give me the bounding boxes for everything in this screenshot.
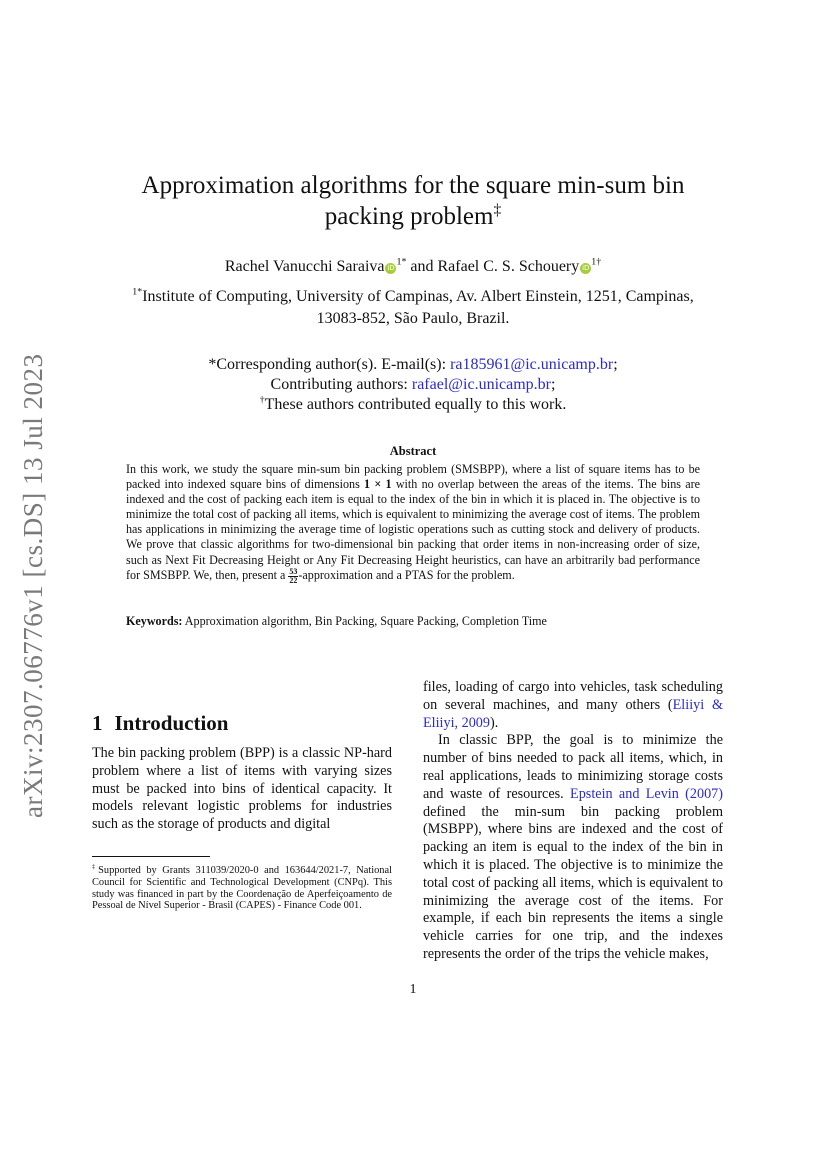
footnote-mark: ‡ xyxy=(92,863,99,871)
affiliation-line-2: 13083-852, São Paulo, Brazil. xyxy=(316,310,510,327)
ratio-denominator: 22 xyxy=(289,575,298,585)
author-1-affil-mark: 1* xyxy=(396,256,407,268)
corresponding-prefix: *Corresponding author(s). E-mail(s): xyxy=(208,356,447,373)
paper-title xyxy=(120,170,706,232)
contributing-prefix: Contributing authors: xyxy=(270,376,408,393)
abstract-text-2: with no overlap between the areas of the items. The bins are indexed and the cost of packing each item is equal to the index of the bin in which it is placed in. The objective is to minimize the total cost of packing all items, which is equivalent to minimizing the average cost of items. The problem has applications in minimizing the average time of logistic operations such as cutting stock and delivery of products. We prove that classic algorithms for two-dimensional bin packing that order items in non-increasing order of size, such as Next Fit Decreasing Height or Any Fit Decreasing Height heuristics, can have an arbitrarily bad performance for SMSBPP. We, then, present a xyxy=(126,477,700,582)
right-para-2-text-b: defined the min-sum bin packing problem (MSBPP), where bins are indexed and the cost of packing an item is equal to the index of the bin in which it is placed. The objective is to minimize the total cost of packing all items, which is equivalent to minimizing the average cost of the items. For example, if each bin represents the items a single vehicle carries for one trip, and the indexes represents the order of the trips the vehicle makes, xyxy=(423,803,723,962)
bin-dimensions: 1 × 1 xyxy=(364,477,392,492)
citation-eliiyi-link[interactable]: Eliiyi & Eliiyi, 2009 xyxy=(423,696,723,731)
orcid-icon[interactable]: iD xyxy=(582,264,590,272)
section-title: Introduction xyxy=(114,711,229,735)
corresponding-email-link[interactable]: ra185961@ic.unicamp.br xyxy=(450,356,614,373)
equal-contribution-mark: † xyxy=(259,394,265,406)
left-column-paragraph: The bin packing problem (BPP) is a classic NP-hard problem where a list of items with varying sizes must be packed into bins of identical capacity. It models relevant logistic problems for industries such as the storage of products and digital xyxy=(92,745,392,833)
footnote xyxy=(92,865,392,912)
equal-contribution-line xyxy=(100,395,726,415)
title-footnote-mark: ‡ xyxy=(493,201,502,219)
right-paragraph-1 xyxy=(423,679,723,732)
abstract-text-3: -approximation and a PTAS for the problem. xyxy=(298,567,515,582)
orcid-icon[interactable]: iD xyxy=(387,264,395,272)
page-number: 1 xyxy=(409,982,417,997)
keywords-text: Approximation algorithm, Bin Packing, Square Packing, Completion Time xyxy=(184,614,547,628)
abstract-body xyxy=(126,462,700,585)
author-2-affil-mark: 1† xyxy=(591,256,602,268)
contact-block xyxy=(100,355,726,415)
right-para-1-text-a: files, loading of cargo into vehicles, task scheduling on several machines, and many others ( xyxy=(423,679,723,713)
footnote-text: Supported by Grants 311039/2020-0 and 163644/2021-7, National Council for Scientific and Technological Development (CNPq). This study was financed in part by the Coordenação de Aperfeiçoamento de Pessoal de Nível Superior - Brasil (CAPES) - Finance Code 001. xyxy=(92,865,392,912)
contributing-email-link[interactable]: rafael@ic.unicamp.br xyxy=(411,376,551,393)
abstract-heading: Abstract xyxy=(389,444,437,458)
author-1-name: Rachel Vanucchi Saraiva xyxy=(224,258,385,275)
right-column xyxy=(423,679,723,964)
footnote-divider xyxy=(92,856,210,857)
equal-contribution-text: These authors contributed equally to this work. xyxy=(264,396,567,413)
section-heading xyxy=(92,711,228,736)
title-line-2 xyxy=(120,201,706,232)
right-para-1-text-b: ). xyxy=(490,714,499,731)
author-list xyxy=(100,256,726,278)
right-paragraph-2 xyxy=(423,732,723,963)
arxiv-identifier: arXiv:2307.06776v1 [cs.DS] 13 Jul 2023 xyxy=(18,353,48,818)
author-2-name: Rafael C. S. Schouery xyxy=(437,258,580,275)
affiliation-text-1: Institute of Computing, University of Campinas, Av. Albert Einstein, 1251, Campinas, xyxy=(142,288,694,305)
title-line-2-text: packing problem xyxy=(324,203,494,230)
affiliation-line-1 xyxy=(100,286,726,308)
abstract-text-1: In this work, we study the square min-sum bin packing problem (SMSBPP), where a list of square items has to be packed into indexed square bins of dimensions xyxy=(126,462,700,492)
right-para-2-text-a: In classic BPP, the goal is to minimize the number of bins needed to pack all items, which, in real applications, leads to minimizing storage costs and waste of resources. xyxy=(423,732,723,802)
keywords-label: Keywords: xyxy=(126,614,183,628)
affiliation xyxy=(100,286,726,330)
citation-epstein-levin-link[interactable]: Epstein and Levin (2007) xyxy=(570,785,723,802)
affiliation-mark: 1* xyxy=(132,286,143,298)
corresponding-author-line: *Corresponding author(s). E-mail(s): ra185961@ic.unicamp.br; xyxy=(208,356,618,373)
contributing-authors-line: Contributing authors: rafael@ic.unicamp.br; xyxy=(270,376,556,393)
section-number: 1 xyxy=(92,711,103,735)
author-connector: and xyxy=(410,258,434,275)
title-line-1: Approximation algorithms for the square min-sum bin xyxy=(141,172,685,199)
keywords xyxy=(126,614,700,629)
approximation-ratio xyxy=(288,568,298,585)
ratio-numerator: 53 xyxy=(289,566,298,576)
